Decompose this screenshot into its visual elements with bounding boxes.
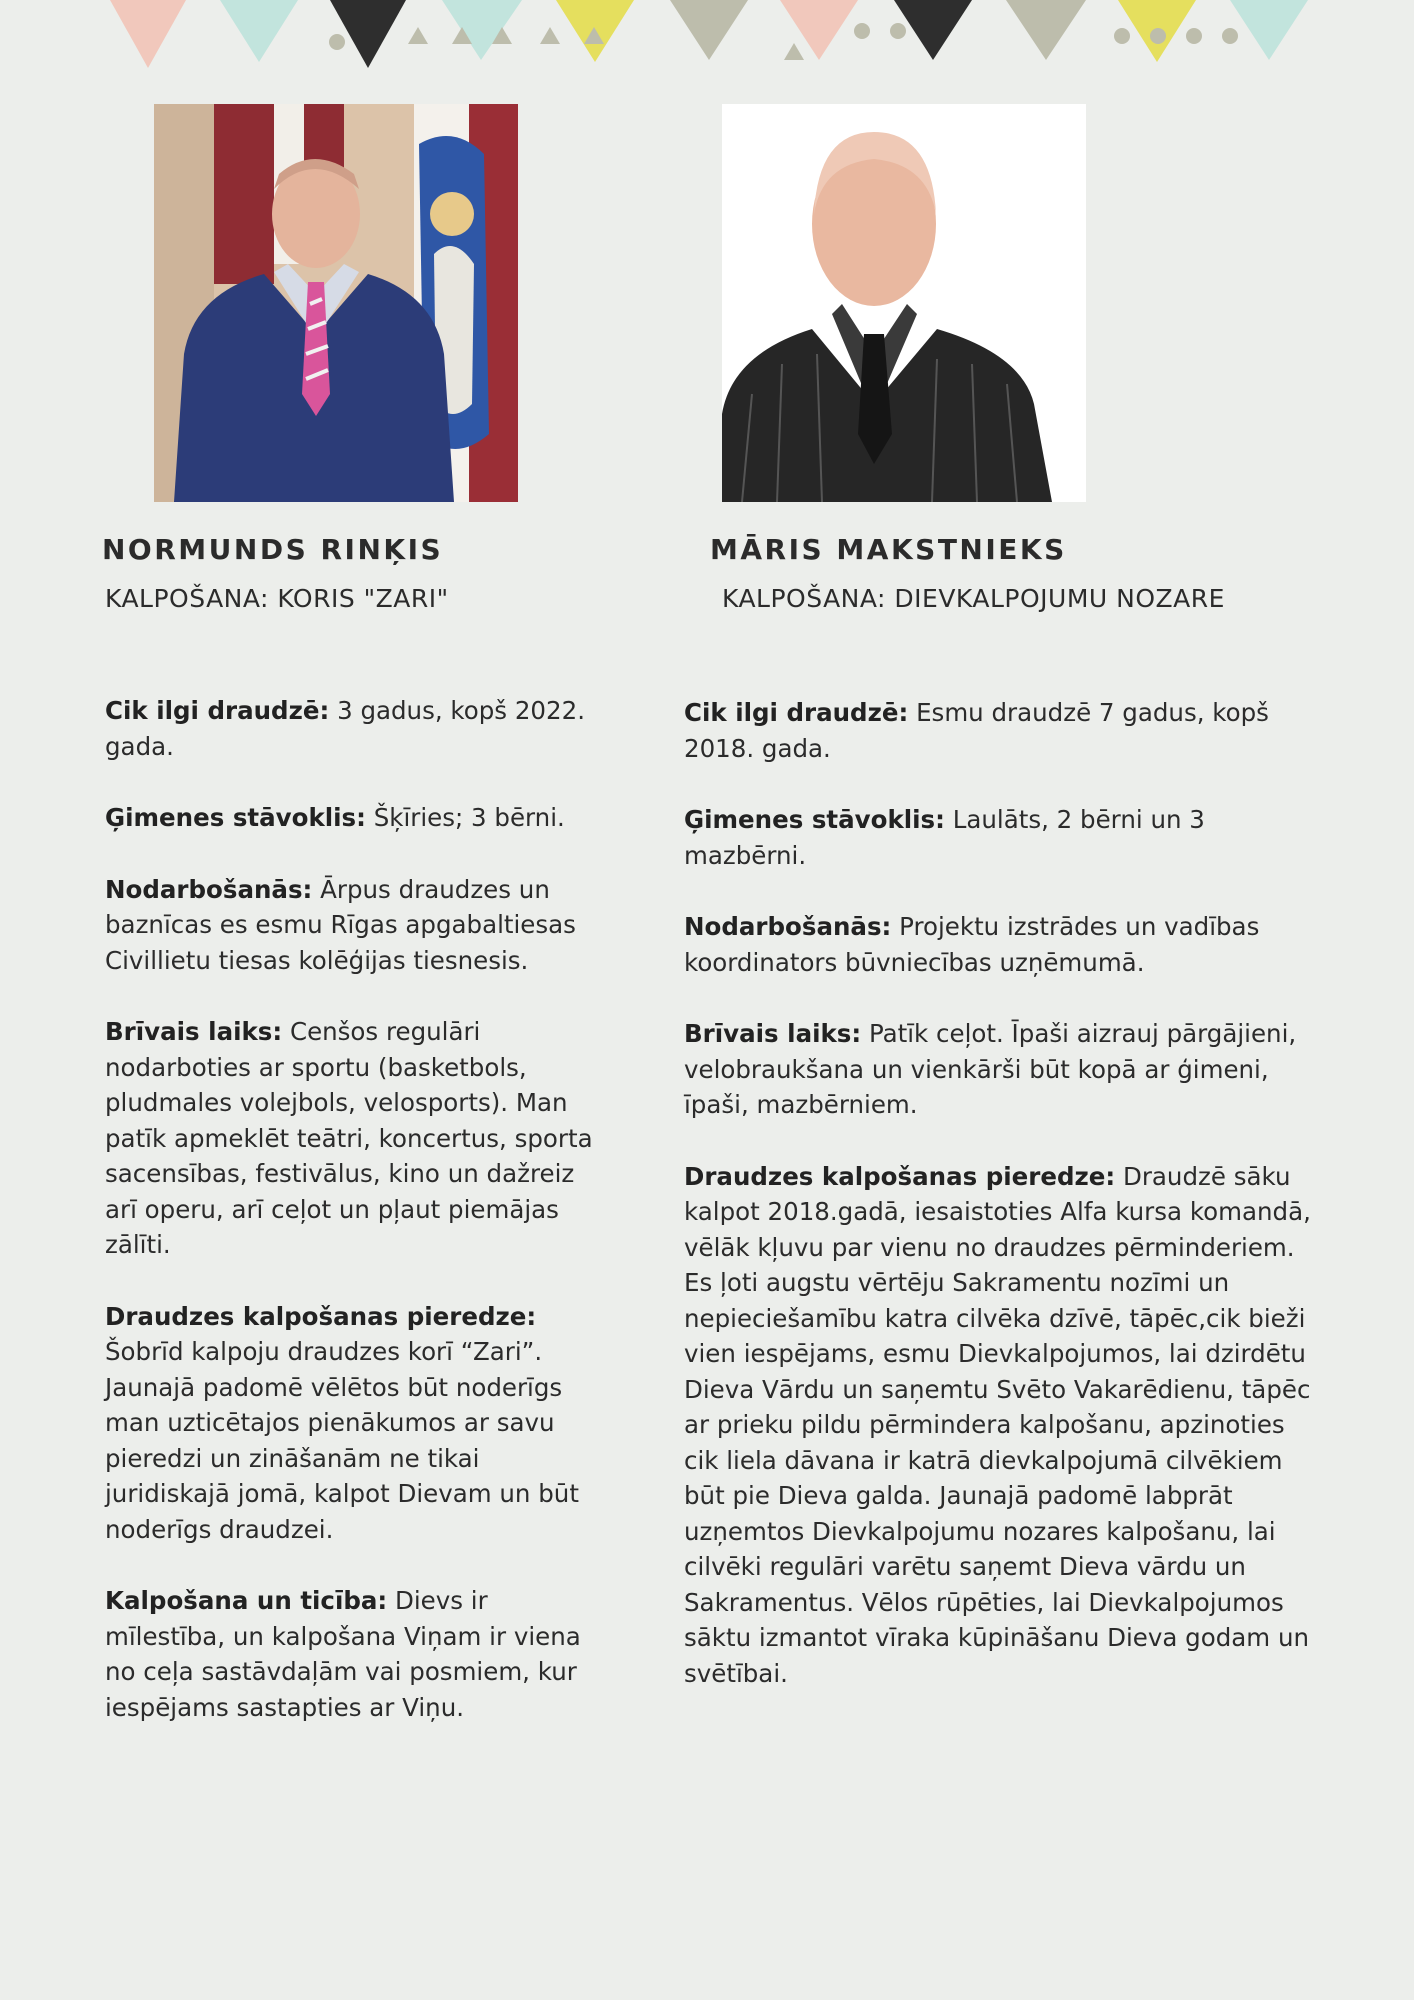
bio-section: [105, 693, 610, 764]
bio-text: 3 gadus, kopš 2022. gada.: [105, 696, 585, 761]
bio-section: [684, 1159, 1324, 1266]
bio-closing: Es ļoti augstu vērtēju Sakramentu nozīmi un nepieciešamību katra cilvēka dzīvē, tāpēc,cik bieži vien iespējams, esmu Dievkalpojumos, lai dzirdētu Dieva Vārdu un saņemtu Svēto Vakarēdienu, tāpēc ar prieku pildu pērmindera kalpošanu, apzinoties cik liela dāvana ir katrā dievkalpojumā cilvēkiem būt pie Dieva galda. Jaunajā padomē labprāt uzņemtos Dievkalpojumu nozares kalpošanu, lai cilvēki regulāri varētu saņemt Dieva vārdu un Sakramentus. Vēlos rūpēties, lai Dievkalpojumos sāktu izmantot vīraka kūpināšanu Dieva godam un svētībai.: [684, 1268, 1311, 1688]
bio-label: Draudzes kalpošanas pieredze:: [684, 1161, 1116, 1191]
bio-text: Šķīries; 3 bērni.: [365, 803, 565, 832]
bunting-flag: [110, 0, 186, 68]
bio-text: Draudzē sāku kalpot 2018.gadā, iesaistoties Alfa kursa komandā, vēlāk kļuvu par vienu no draudzes pērminderiem.: [684, 1161, 1311, 1262]
bio-label: Brīvais laiks:: [684, 1019, 862, 1048]
bio-label: Ģimenes stāvoklis:: [684, 805, 945, 834]
small-dot: [854, 23, 870, 39]
bunting-flag: [670, 0, 748, 60]
small-dot: [1114, 28, 1130, 44]
small-dot: [890, 23, 906, 39]
bio-section: [105, 1583, 610, 1725]
candidate-bio-normunds: [105, 693, 610, 1761]
small-dot: [329, 34, 345, 50]
bunting-flag: [220, 0, 298, 62]
candidate-name: MĀRIS MAKSTNIEKS: [710, 533, 1067, 566]
bio-label: Draudzes kalpošanas pieredze:: [105, 1301, 537, 1331]
candidate-role: KALPOŠANA: KORIS "ZARI": [105, 584, 449, 613]
bio-text: Dievs ir mīlestība, un kalpošana Viņam ir viena no ceļa sastāvdaļām vai posmiem, kur iespējams sastapties ar Viņu.: [105, 1586, 581, 1722]
bio-text: Ārpus draudzes un baznīcas es esmu Rīgas apgabaltiesas Civillietu tiesas kolēģijas tiesnesis.: [105, 874, 576, 975]
small-dot: [1186, 28, 1202, 44]
candidate-photo-normunds: [154, 104, 518, 502]
bunting-flag: [1230, 0, 1308, 60]
bio-text: Esmu draudzē 7 gadus, kopš 2018. gada.: [684, 698, 1269, 763]
bio-section: [684, 909, 1324, 980]
bio-label: Kalpošana un ticība:: [105, 1586, 388, 1615]
candidate-photo-maris: [722, 104, 1086, 502]
bio-section: [105, 1299, 610, 1548]
bio-section: [105, 872, 610, 979]
bio-section: [684, 695, 1324, 766]
small-triangle: [784, 43, 804, 60]
bunting-flag: [330, 0, 406, 68]
candidate-bio-maris: [684, 695, 1324, 1727]
bio-label: Brīvais laiks:: [105, 1017, 283, 1046]
bunting-flag: [1006, 0, 1086, 60]
candidate-name: NORMUNDS RINĶIS: [102, 533, 444, 566]
candidate-role: KALPOŠANA: DIEVKALPOJUMU NOZARE: [722, 584, 1225, 613]
bio-text: Šobrīd kalpoju draudzes korī “Zari”. Jaunajā padomē vēlētos būt noderīgs man uzticētajos pienākumos ar savu pieredzi un zināšanām ne tikai juridiskajā jomā, kalpot Dievam un būt noderīgs draudzei.: [105, 1337, 579, 1544]
bio-section: [105, 1014, 610, 1263]
bio-section: [105, 800, 610, 836]
bio-label: Cik ilgi draudzē:: [105, 696, 330, 725]
bunting-flag: [442, 0, 522, 60]
bio-label: Nodarbošanās:: [105, 874, 313, 904]
bio-label: Cik ilgi draudzē:: [684, 698, 909, 727]
small-triangle: [408, 27, 428, 44]
small-dot: [1222, 28, 1238, 44]
bio-section: [684, 1016, 1324, 1123]
bio-label: Nodarbošanās:: [684, 912, 892, 941]
bio-text: Patīk ceļot. Īpaši aizrauj pārgājieni, velobraukšana un vienkārši būt kopā ar ģimeni, īpaši, mazbērniem.: [684, 1019, 1297, 1119]
bio-label: Ģimenes stāvoklis:: [105, 803, 366, 832]
bio-section: [684, 802, 1324, 873]
bunting-decoration: [0, 0, 1414, 80]
small-dot: [1150, 28, 1166, 44]
bio-text: Laulāts, 2 bērni un 3 mazbērni.: [684, 805, 1205, 870]
bio-text: Projektu izstrādes un vadības koordinators būvniecības uzņēmumā.: [684, 912, 1260, 977]
small-triangle: [540, 27, 560, 44]
bio-text: Cenšos regulāri nodarboties ar sportu (basketbols, pludmales volejbols, velosports). Man patīk apmeklēt teātri, koncertus, sporta sacensības, festivālus, kino un dažreiz arī operu, arī ceļot un pļaut piemājas zālīti.: [105, 1017, 593, 1259]
